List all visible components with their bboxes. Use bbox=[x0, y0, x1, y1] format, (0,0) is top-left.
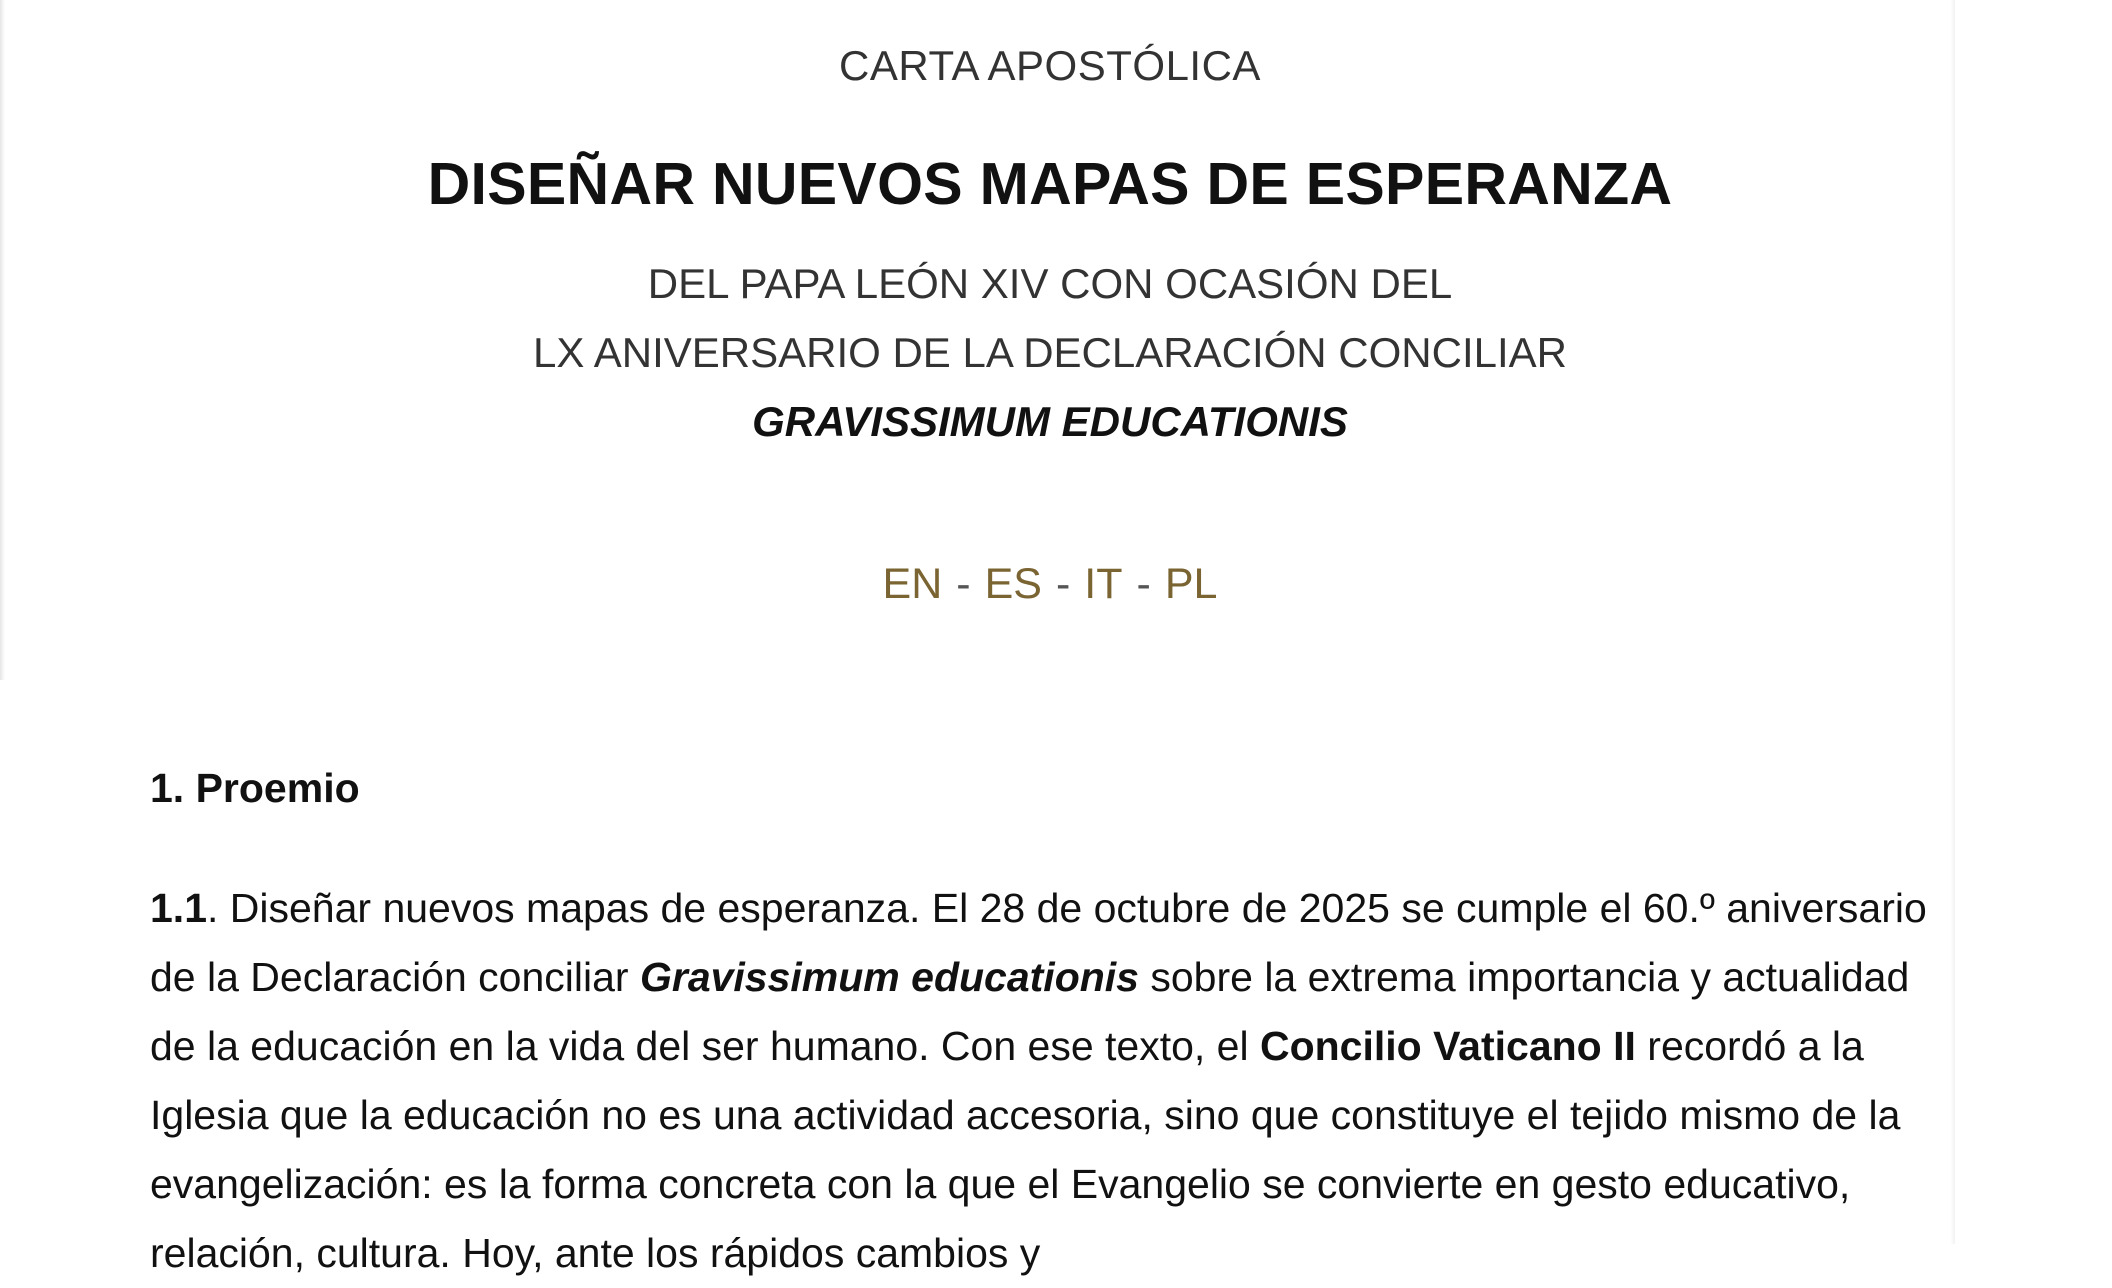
document-type: CARTA APOSTÓLICA bbox=[839, 42, 1261, 89]
lang-link-es[interactable]: ES bbox=[984, 560, 1042, 608]
document-title: DISEÑAR NUEVOS MAPAS DE ESPERANZA bbox=[427, 151, 1673, 217]
right-edge-shadow bbox=[1950, 0, 1955, 1244]
lang-separator: - bbox=[956, 560, 971, 608]
paragraph-text-a: . Diseñar nuevos mapas de esperanza. El 28 de octubre de 2025 se cumple el 60.º aniversario de la Declaración conciliar bbox=[150, 885, 1927, 1000]
paragraph-number: 1.1 bbox=[150, 885, 207, 931]
lang-link-pl[interactable]: PL bbox=[1164, 560, 1218, 608]
left-edge-shadow bbox=[0, 0, 5, 680]
document-content bbox=[150, 0, 1950, 1288]
subtitle-line-1: DEL PAPA LEÓN XIV CON OCASIÓN DEL bbox=[647, 260, 1453, 307]
paragraph-text-c: recordó a la Iglesia que la educación no es una actividad accesoria, sino que constituye el tejido mismo de la evangelización: es la forma concreta con la que el Evangelio se convierte en gesto educativo, relación, cultura. Hoy, ante los rápidos cambios y bbox=[150, 1023, 1901, 1276]
strong-concilio: Concilio Vaticano II bbox=[1259, 1023, 1636, 1069]
lang-separator: - bbox=[1055, 560, 1071, 608]
language-switcher bbox=[150, 556, 1950, 612]
paragraph-1-1 bbox=[150, 874, 1950, 1288]
lang-separator: - bbox=[1136, 560, 1151, 608]
document-header bbox=[150, 0, 1950, 612]
section-heading: 1. Proemio bbox=[150, 765, 360, 811]
paragraph-text-b: sobre la extrema importancia y actualidad de la educación en la vida del ser humano. Con ese texto, el bbox=[150, 954, 1910, 1069]
subtitle-line-3: GRAVISSIMUM EDUCATIONIS bbox=[752, 398, 1348, 445]
lang-link-en[interactable]: EN bbox=[882, 560, 943, 608]
subtitle-line-2: LX ANIVERSARIO DE LA DECLARACIÓN CONCILIAR bbox=[533, 329, 1567, 376]
document-subtitle bbox=[150, 249, 1950, 456]
lang-link-it[interactable]: IT bbox=[1084, 560, 1123, 608]
emphasis-gravissimum: Gravissimum educationis bbox=[639, 954, 1139, 1000]
